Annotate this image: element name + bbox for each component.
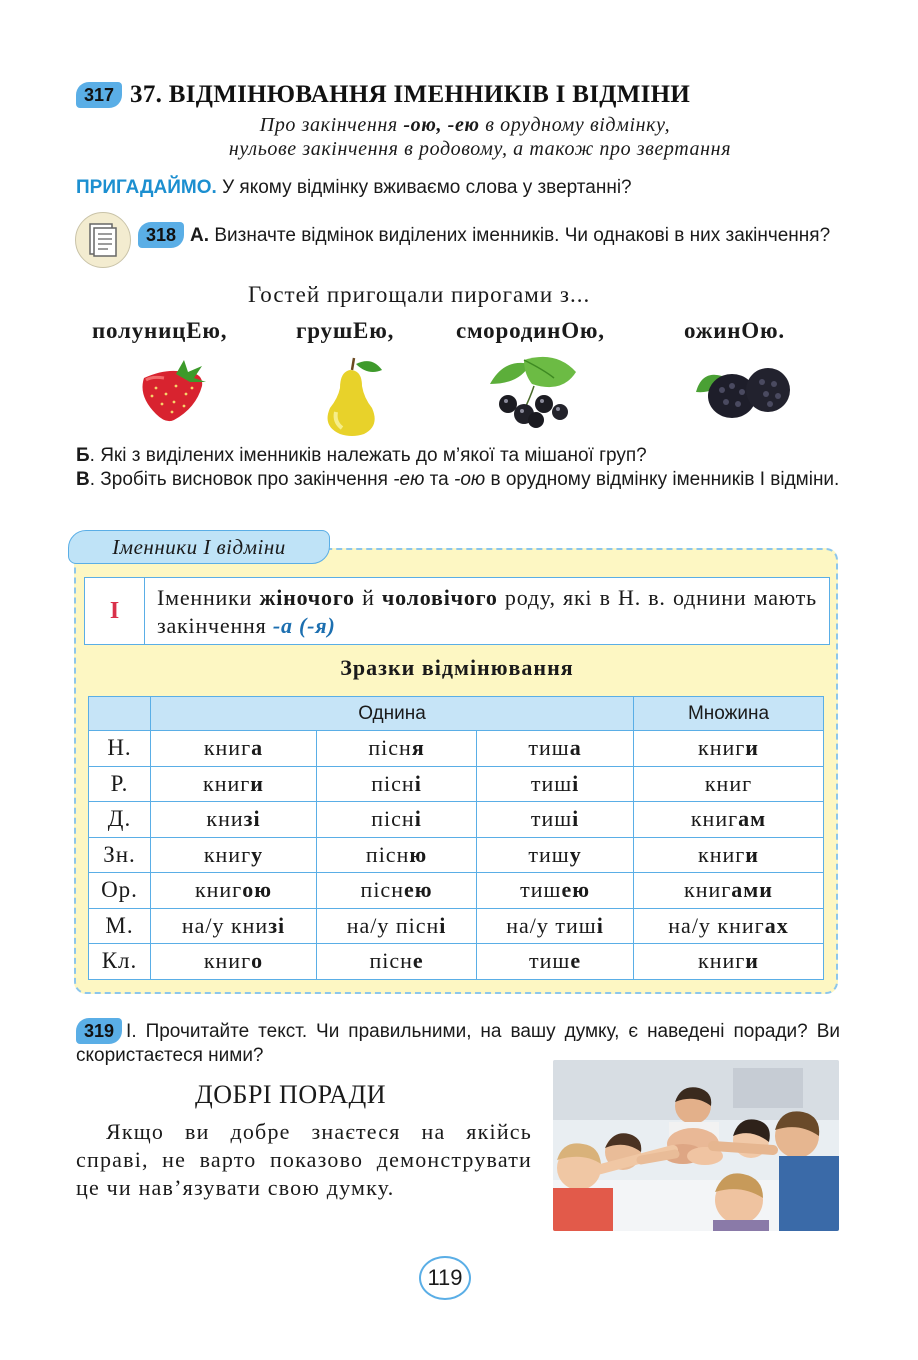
word-stem: книг bbox=[203, 948, 252, 974]
header-plural: Множина bbox=[634, 697, 824, 731]
table-row bbox=[89, 873, 824, 909]
rules-tag: Іменники І відміни bbox=[68, 530, 330, 564]
word-ending: я bbox=[411, 735, 425, 761]
declension-cell bbox=[316, 837, 476, 873]
word-ending: и bbox=[745, 841, 759, 867]
declension-cell bbox=[151, 837, 317, 873]
word-ending: а bbox=[251, 735, 264, 761]
word-ending: і bbox=[414, 770, 422, 796]
table-header-row bbox=[89, 697, 824, 731]
table-row bbox=[89, 766, 824, 802]
word-stem: книг bbox=[203, 735, 252, 761]
word-stem: пісн bbox=[369, 948, 413, 974]
declension-cell bbox=[151, 731, 317, 767]
declension-definition bbox=[84, 577, 830, 645]
header-case bbox=[89, 697, 151, 731]
declension-cell bbox=[316, 944, 476, 980]
word-ending: і bbox=[439, 912, 447, 938]
declension-cell bbox=[634, 944, 824, 980]
case-label-text: Ор. bbox=[101, 877, 138, 903]
declension-cell bbox=[634, 731, 824, 767]
lesson-subtitle-line2: нульове закінчення в родовому, а також про звертання bbox=[228, 138, 732, 160]
declension-cell bbox=[477, 837, 634, 873]
table-row bbox=[89, 837, 824, 873]
remember-label: ПРИГАДАЙМО. bbox=[76, 177, 217, 198]
word-ending: у bbox=[569, 841, 582, 867]
word-ending: ою bbox=[242, 877, 273, 903]
declension-cell bbox=[634, 908, 824, 944]
declension-cell bbox=[477, 802, 634, 838]
word-ending: ю bbox=[409, 841, 428, 867]
exercise-318-task-b: Б. Які з виділених іменників належать до м’якої та мішаної груп? bbox=[76, 445, 647, 466]
header-singular: Однина bbox=[151, 697, 634, 731]
word-stem: пісн bbox=[371, 770, 415, 796]
word-stem: кни bbox=[206, 806, 244, 832]
declension-cell bbox=[477, 908, 634, 944]
declension-cell bbox=[151, 908, 317, 944]
word-ending: і bbox=[572, 770, 580, 796]
declension-cell bbox=[634, 837, 824, 873]
declension-cell bbox=[477, 766, 634, 802]
word-stem: тиш bbox=[529, 948, 571, 974]
word-stem: тиш bbox=[530, 806, 573, 832]
word-ending: і bbox=[596, 912, 604, 938]
word-stem: книг bbox=[203, 841, 252, 867]
remember-text: У якому відмінку вживаємо слова у звертанні? bbox=[222, 177, 632, 198]
word-stem: книг bbox=[704, 770, 753, 796]
case-label-text: Н. bbox=[107, 735, 132, 761]
case-label bbox=[89, 944, 151, 980]
word-ending: е bbox=[412, 948, 424, 974]
page-number: 119 bbox=[419, 1256, 471, 1300]
exercise-318-task-c: В. Зробіть висновок про закінчення -ею та -ою в орудному відмінку іменників І відміни. bbox=[76, 469, 840, 490]
lesson-header bbox=[76, 80, 846, 110]
word-strawberry: полуницЕю, bbox=[92, 318, 228, 343]
exercise-319-task: 319 І. Прочитайте текст. Чи правильними, на вашу думку, є наведені поради? Ви скористаєтеся ними? bbox=[76, 1018, 840, 1068]
blackberry-image bbox=[692, 356, 796, 426]
declension-cell bbox=[477, 944, 634, 980]
word-ending: ею bbox=[403, 877, 433, 903]
case-label bbox=[89, 873, 151, 909]
exercise-badge-319: 319 bbox=[76, 1018, 122, 1044]
case-label bbox=[89, 802, 151, 838]
declension-cell bbox=[151, 766, 317, 802]
example-sentence: Гостей пригощали пирогами з... bbox=[248, 282, 591, 307]
declension-cell bbox=[316, 731, 476, 767]
word-ending: и bbox=[745, 948, 759, 974]
story-text: Якщо ви добре знаєтеся на якійсь справі, не варто показово демонструвати це чи нав’язувати свою думку. bbox=[76, 1119, 532, 1200]
word-ending: а bbox=[569, 735, 582, 761]
case-label-text: Д. bbox=[107, 806, 132, 832]
word-stem: на/у книг bbox=[668, 912, 765, 938]
word-ending: зі bbox=[268, 912, 286, 938]
word-ending: у bbox=[251, 841, 264, 867]
notebook-icon bbox=[75, 212, 131, 268]
currant-image bbox=[484, 354, 594, 430]
declension-cell bbox=[316, 802, 476, 838]
case-label-text: Кл. bbox=[101, 948, 138, 974]
word-ending: ах bbox=[764, 912, 789, 938]
lesson-title: 37. ВІДМІНЮВАННЯ ІМЕННИКІВ І ВІДМІНИ bbox=[130, 81, 691, 108]
case-label-text: Зн. bbox=[103, 841, 136, 867]
word-ending: и bbox=[250, 770, 264, 796]
word-ending: зі bbox=[243, 806, 261, 832]
declension-cell bbox=[316, 766, 476, 802]
word-ending: о bbox=[251, 948, 264, 974]
word-stem: книг bbox=[690, 806, 739, 832]
word-stem: на/у пісн bbox=[346, 912, 440, 938]
word-stem: книг bbox=[698, 841, 746, 867]
case-label bbox=[89, 731, 151, 767]
word-stem: книг bbox=[203, 770, 251, 796]
exercise-badge-318: 318 bbox=[138, 222, 184, 248]
declension-cell bbox=[316, 908, 476, 944]
case-label bbox=[89, 908, 151, 944]
word-ending: ею bbox=[561, 877, 591, 903]
word-ending: ам bbox=[738, 806, 767, 832]
case-label-text: М. bbox=[105, 912, 134, 938]
declension-cell bbox=[634, 766, 824, 802]
word-stem: на/у кни bbox=[181, 912, 269, 938]
word-pear: грушЕю, bbox=[296, 318, 395, 343]
word-stem: тиш bbox=[528, 841, 570, 867]
word-ending: и bbox=[745, 735, 759, 761]
declension-cell bbox=[316, 873, 476, 909]
exercise-318-task-a: 318 А. Визначте відмінок виділених іменників. Чи однакові в них закінчення? bbox=[138, 222, 840, 248]
word-stem: книг bbox=[684, 877, 732, 903]
word-ending: ами bbox=[731, 877, 773, 903]
word-ending: і bbox=[572, 806, 580, 832]
declension-cell bbox=[151, 944, 317, 980]
declension-cell bbox=[151, 802, 317, 838]
declension-cell bbox=[634, 802, 824, 838]
word-stem: пісн bbox=[368, 735, 412, 761]
word-blackberry: ожинОю. bbox=[684, 318, 785, 343]
declension-number: I bbox=[85, 578, 145, 644]
samples-title: Зразки відмінювання bbox=[340, 655, 574, 680]
table-row bbox=[89, 944, 824, 980]
word-stem: книг bbox=[194, 877, 243, 903]
exercise-badge-317: 317 bbox=[76, 82, 122, 108]
word-stem: книг bbox=[698, 735, 746, 761]
word-stem: тиш bbox=[528, 735, 570, 761]
case-label-text: Р. bbox=[110, 770, 129, 796]
lesson-subtitle-line1: Про закінчення -ою, -ею в орудному відмінку, bbox=[259, 114, 671, 136]
declension-cell bbox=[477, 873, 634, 909]
strawberry-image bbox=[132, 356, 212, 426]
definition-text: Іменники жіночого й чоловічого роду, які в Н. в. однини мають закінчення -а (-я) bbox=[157, 585, 817, 638]
children-photo bbox=[553, 1060, 839, 1231]
word-stem: пісн bbox=[371, 806, 415, 832]
table-row bbox=[89, 802, 824, 838]
word-stem: тиш bbox=[520, 877, 562, 903]
case-label bbox=[89, 837, 151, 873]
word-stem: книг bbox=[698, 948, 746, 974]
table-row bbox=[89, 731, 824, 767]
word-stem: пісн bbox=[365, 841, 410, 867]
story-title: ДОБРІ ПОРАДИ bbox=[195, 1080, 387, 1109]
pear-image bbox=[316, 356, 388, 438]
table-row bbox=[89, 908, 824, 944]
declension-cell bbox=[477, 731, 634, 767]
word-stem: тиш bbox=[530, 770, 573, 796]
word-stem: пісн bbox=[360, 877, 404, 903]
word-currant: смородинОю, bbox=[456, 318, 605, 343]
word-stem: на/у тиш bbox=[506, 912, 597, 938]
remember-prompt bbox=[76, 176, 846, 200]
word-ending: е bbox=[570, 948, 582, 974]
case-label bbox=[89, 766, 151, 802]
word-ending: і bbox=[414, 806, 422, 832]
declension-cell bbox=[151, 873, 317, 909]
declension-cell bbox=[634, 873, 824, 909]
declension-table bbox=[88, 696, 824, 980]
